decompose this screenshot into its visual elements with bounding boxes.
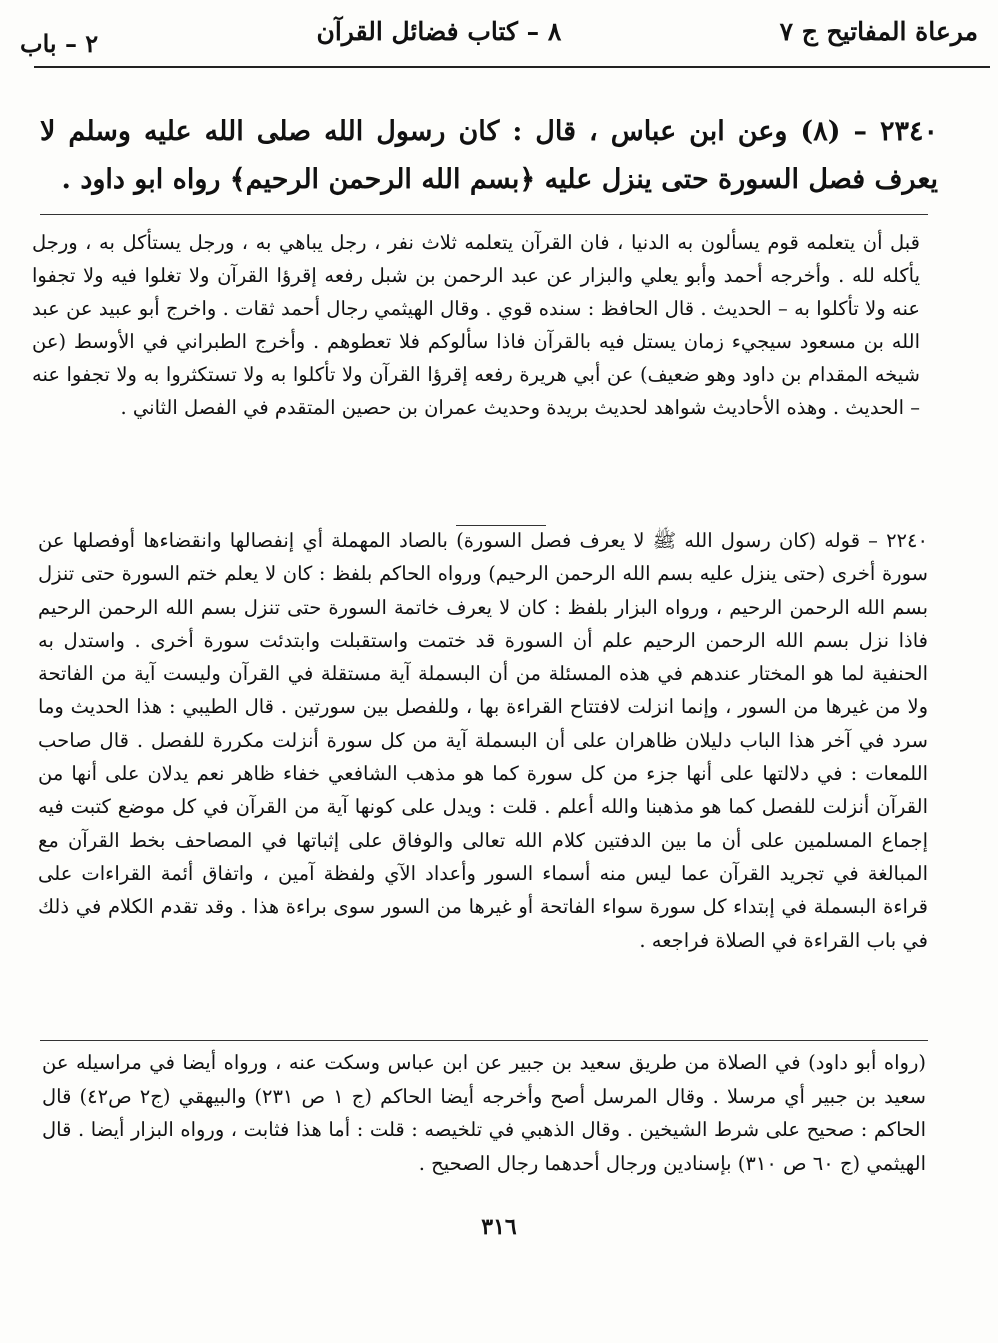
commentary-main: ٢٢٤٠ – قوله (كان رسول الله ﷺ لا يعرف فصل السورة) بالصاد المهملة أي إنفصالها وانقضاءها أوفصلها عن سورة أخرى (حتى ينزل عليه بسم الله الرحمن الرحيم) ورواه الحاكم بلفظ : كان لا يعلم ختم السورة حتى تنزل بسم الله الرحمن الرحيم ، ورواه البزار بلفظ : كان لا يعرف خاتمة السورة حتى تنزل بسم الله الرحمن الرحيم فاذا نزل بسم الله الرحمن الرحيم علم أن السورة قد ختمت واستقبلت وابتدئت سورة أخرى . واستدل به الحنفية لما هو المختار عندهم في هذه المسئلة من أن البسملة آية مستقلة في القرآن وليست آية من الفاتحة ولا من غيرها من السور ، وإنما انزلت لافتتاح القراءة بها ، وللفصل بين سورتين . قال الطيبي : هذا الحديث وما سرد في آخر هذا الباب دليلان ظاهران على أن البسملة آية من كل سورة أنزلت مكررة للفصل . قال صاحب اللمعات : في دلالتها على أنها جزء من كل سورة كما هو مذهب الشافعي خفاء ظاهر نعم يدلان على أنها من القرآن أنزلت للفصل كما هو مذهبنا والله أعلم . قلت : ويدل على كونها آية من القرآن في كل موضع كتبت فيه إجماع المسلمين على أن ما بين الدفتين كلام الله تعالى والوفاق على إثباتها في المصاحف بخط القرآن مع المبالغة في تجريد القرآن عما ليس منه أسماء السور وأعداد الآي ولفظة آمين ، واتفاق أئمة القراءات على قراءة البسملة في إبتداء كل سورة سواء الفاتحة أو غيرها من السور سوى براءة هذا . وقد تقدم الكلام في ذلك في باب القراءة في الصلاة فراجعه . <box>38 529 928 952</box>
commentary-divider <box>40 1040 928 1041</box>
hadith-divider <box>40 214 928 215</box>
commentary-takhrij: (رواه أبو داود) في الصلاة من طريق سعيد بن جبير عن ابن عباس وسكت عنه ، ورواه أيضا في مراسيله عن سعيد بن جبير أي مرسلا . وقال المرسل أصح وأخرجه أيضا الحاكم (ج ١ ص ٢٣١) والبيهقي (ج٢ ص٤٢) قال الحاكم : صحيح على شرط الشيخين . وقال الذهبي في تلخيصه : قلت : أما هذا فثابت ، ورواه البزار أيضا . قال الهيثمي (ج ٦٠ ص ٣١٠) بإسنادين ورجال أحدهما رجال الصحيح . <box>42 1051 926 1175</box>
book-title: ٨ – كتاب فضائل القرآن <box>316 17 562 46</box>
header-rule <box>34 66 990 68</box>
running-title: مرعاة المفاتيح ج ٧ <box>779 17 978 46</box>
running-header <box>20 0 978 64</box>
commentary-continuation: قبل أن يتعلمه قوم يسألون به الدنيا ، فان القرآن يتعلمه ثلاث نفر ، رجل يباهي به ، ورجل يستأكل به ، ورجل يأكله لله . وأخرجه أحمد وأبو يعلي والبزار عن عبد الرحمن بن شبل رفعه إقرؤا القرآن ولا تغلوا فيه ولا تجفوا عنه ولا تأكلوا به – الحديث . قال الحافظ : سنده قوي . وقال الهيثمي رجال أحمد ثقات . واخرج أبو عبيد عن عبد الله بن مسعود سيجيء زمان يستل فيه بالقرآن فاذا سألوكم فلا تعطوهم . وأخرج الطبراني في الأوسط (عن شيخه المقدام بن داود وهو ضعيف) عن أبي هريرة رفعه إقرؤا القرآن ولا تأكلوا به ولا تستكثروا به ولا تجفوا عنه – الحديث . وهذه الأحاديث شواهد لحديث بريدة وحديث عمران بن حصين المتقدم في الفصل الثاني . <box>32 231 920 419</box>
hadith-text: ٢٣٤٠ – (٨) وعن ابن عباس ، قال : كان رسول الله صلى الله عليه وسلم لا يعرف فصل السورة حتى ينزل عليه ﴿بسم الله الرحمن الرحيم﴾ رواه ابو داود . <box>40 116 939 195</box>
chapter-label: ٢ – باب <box>20 29 99 58</box>
page-number: ٣١٦ <box>481 1214 517 1240</box>
